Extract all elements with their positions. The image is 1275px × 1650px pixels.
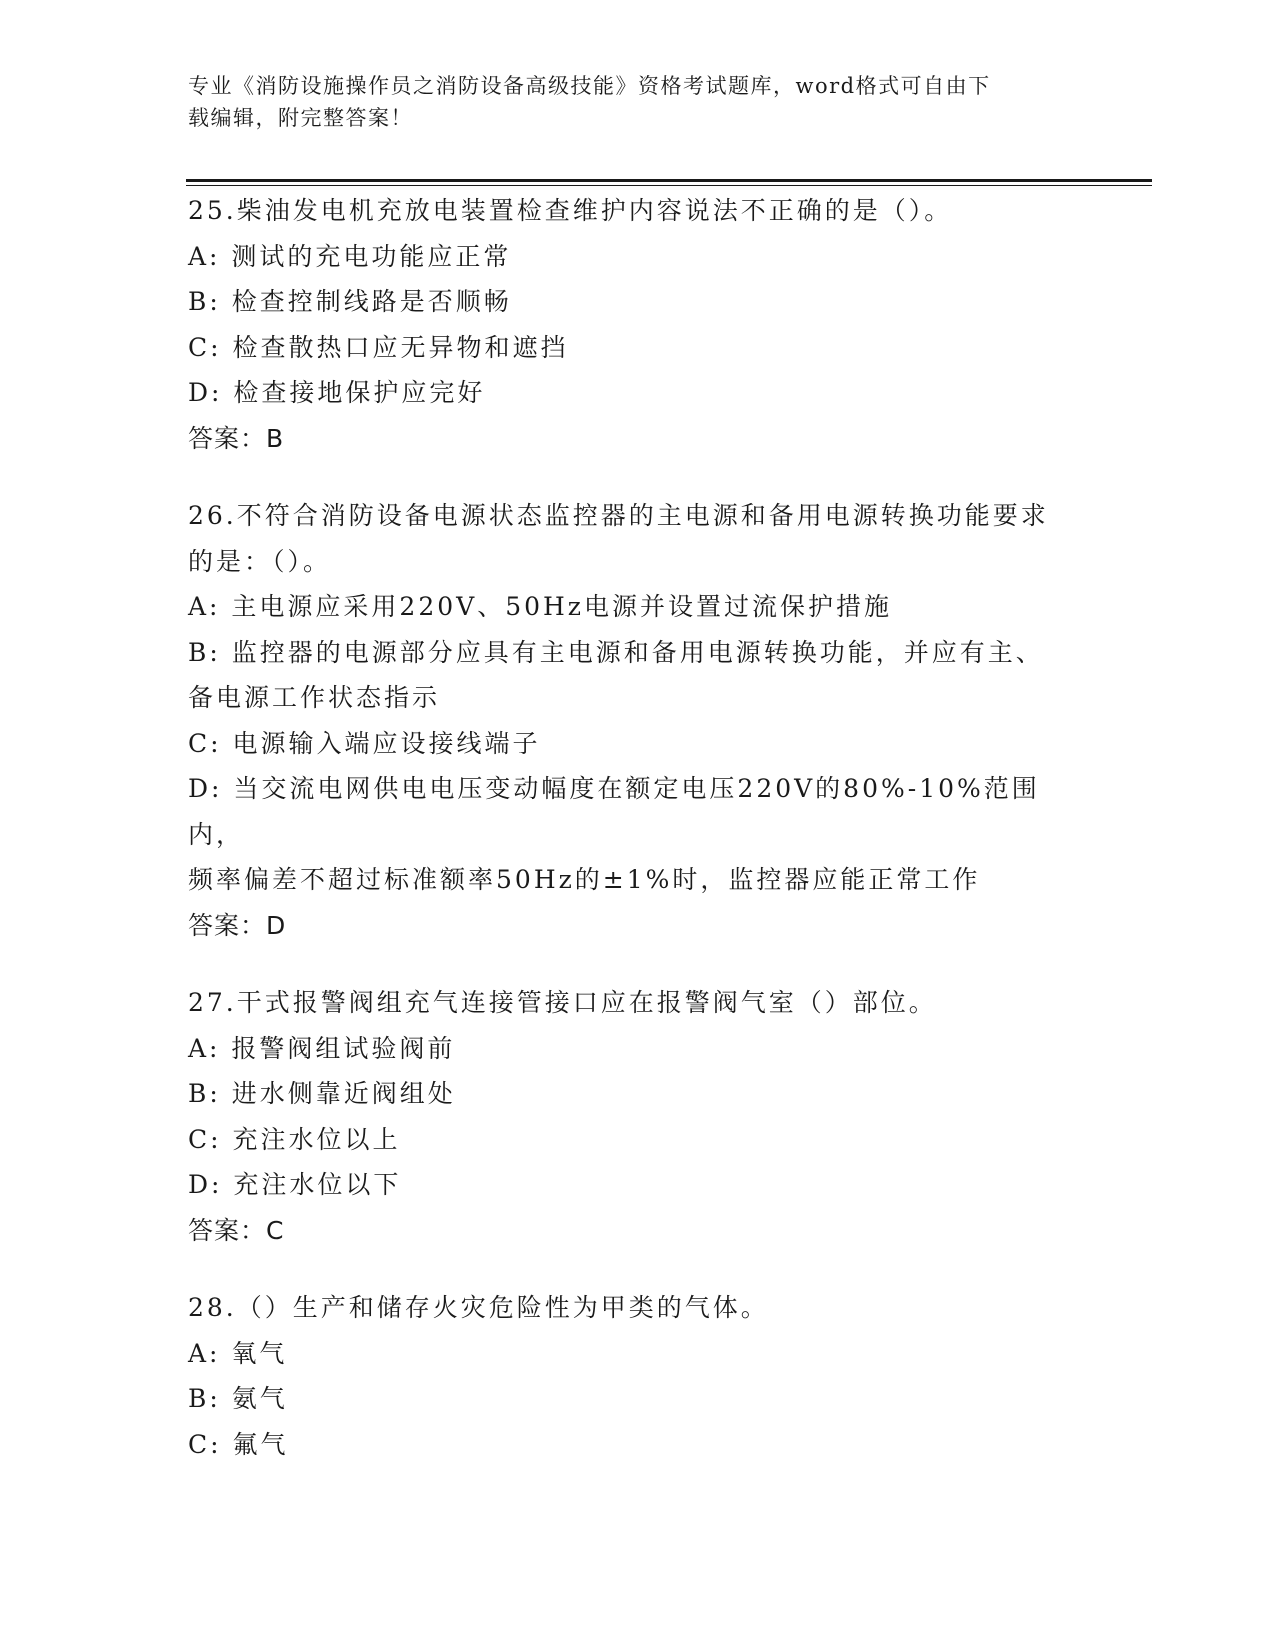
question-stem: 28.（）生产和储存火灾危险性为甲类的气体。 — [188, 1293, 769, 1322]
question-28 — [188, 1285, 1088, 1467]
question-25 — [188, 188, 1088, 461]
option-d-cont: 频率偏差不超过标准额率50Hz的±1%时，监控器应能正常工作 — [188, 865, 981, 894]
option-c: C: 充注水位以上 — [188, 1124, 401, 1154]
answer: 答案：D — [188, 910, 287, 940]
question-26 — [188, 493, 1088, 948]
option-b: B: 检查控制线路是否顺畅 — [188, 287, 512, 316]
option-c: C: 氟气 — [188, 1429, 289, 1459]
option-b: B: 进水侧靠近阀组处 — [188, 1079, 456, 1108]
option-d: D: 检查接地保护应完好 — [188, 378, 486, 407]
option-b: B: 氨气 — [188, 1384, 288, 1413]
option-b-cont: 备电源工作状态指示 — [188, 683, 441, 712]
question-stem: 26.不符合消防设备电源状态监控器的主电源和备用电源转换功能要求 — [188, 501, 1049, 530]
question-stem: 25.柴油发电机充放电装置检查维护内容说法不正确的是（）。 — [188, 196, 953, 225]
option-b: B: 监控器的电源部分应具有主电源和备用电源转换功能，并应有主、 — [188, 637, 1044, 667]
question-list — [188, 188, 1088, 1499]
option-a: A: 主电源应采用220V、50Hz电源并设置过流保护措施 — [188, 592, 892, 621]
answer: 答案：C — [188, 1215, 285, 1245]
option-a: A: 测试的充电功能应正常 — [188, 241, 512, 271]
option-a: A: 报警阀组试验阀前 — [188, 1033, 456, 1063]
document-header — [188, 70, 1068, 134]
question-stem-cont: 的是：（）。 — [188, 546, 332, 576]
question-stem: 27.干式报警阀组充气连接管接口应在报警阀气室（）部位。 — [188, 988, 937, 1017]
header-line-2: 载编辑，附完整答案！ — [188, 106, 413, 130]
question-27 — [188, 980, 1088, 1253]
option-c: C: 检查散热口应无异物和遮挡 — [188, 332, 569, 362]
header-line-1: 专业《消防设施操作员之消防设备高级技能》资格考试题库，word格式可自由下 — [188, 74, 991, 98]
option-d: D: 当交流电网供电电压变动幅度在额定电压220V的80%-10%范围内， — [188, 774, 1040, 849]
header-divider-thick — [186, 179, 1152, 182]
option-a: A: 氧气 — [188, 1338, 288, 1368]
header-divider-thin — [186, 185, 1152, 186]
option-c: C: 电源输入端应设接线端子 — [188, 728, 541, 758]
answer: 答案：B — [188, 423, 285, 453]
option-d: D: 充注水位以下 — [188, 1170, 402, 1199]
